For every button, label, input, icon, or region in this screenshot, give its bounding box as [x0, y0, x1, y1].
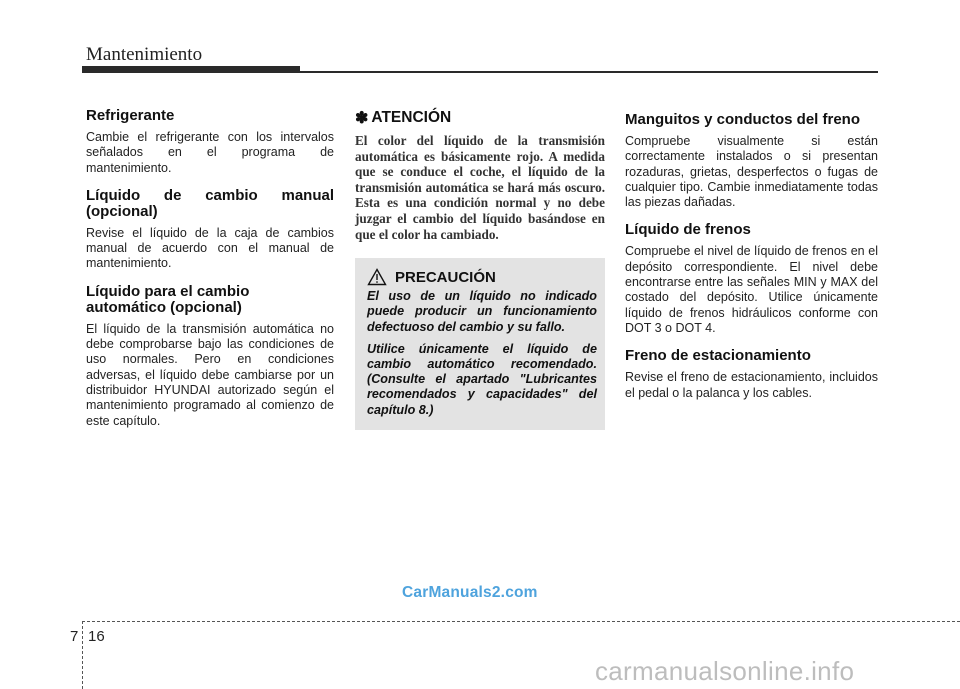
section-body-automatic-fluid: El líquido de la transmisión automática no debe comprobarse bajo las condiciones de uso normales. Pero en condiciones adversas, el líquido debe cambiarse por un distribuidor HYUNDAI autorizado según el mantenimiento programado al comienzo de este capítulo.: [86, 321, 334, 428]
footer-rule: [82, 621, 960, 622]
section-title-automatic-fluid: Líquido para el cambio: [86, 282, 250, 300]
chapter-number: 7: [70, 628, 79, 645]
section-body-manual-fluid: Revise el líquido de la caja de cambios manual de acuerdo con el manual de mantenimiento.: [86, 225, 334, 271]
section-body-parking-brake: Revise el freno de estacionamiento, incluidos el pedal o la palanca y los cables.: [625, 370, 878, 400]
section-body-brake-hoses: Compruebe visualmente si están correctamente instalados o si presentan rozaduras, grietas, desperfectos o fugas de cualquier tipo. Cambie inmediatamente todas las piezas dañadas.: [625, 134, 878, 210]
page-header-title: Mantenimiento: [86, 44, 203, 65]
watermark-link[interactable]: CarManuals2.com: [402, 584, 538, 601]
attention-body: El color del líquido de la transmisión automática es básicamente rojo. A medida que se conduce el coche, el líquido de la transmisión automática se hará más oscuro. Esta es una condición normal y no debe juzgar el cambio del líquido basándose en que el color ha cambiado.: [355, 133, 605, 242]
caution-paragraph-2: Utilice únicamente el líquido de cambio automático recomendado. (Consulte el apartado "Lubricantes recomendados y capacidades" del capítulo 8.): [367, 341, 597, 417]
header-bar: [82, 66, 300, 73]
caution-heading: [367, 268, 597, 286]
caution-title: PRECAUCIÓN: [395, 268, 496, 286]
page-number: 16: [88, 628, 105, 645]
warning-triangle-icon: [367, 268, 387, 286]
section-title-brake-hoses: Manguitos y conductos del freno: [625, 111, 861, 128]
section-title-parking-brake: Freno de estacionamiento: [625, 347, 811, 365]
section-body-refrigerante: Cambie el refrigerante con los intervalos señalados en el programa de mantenimiento.: [86, 130, 334, 175]
column-middle: [355, 108, 605, 430]
section-title-manual-fluid-sub: (opcional): [86, 202, 158, 220]
footer-vertical-rule: [82, 621, 83, 689]
column-right: [625, 108, 878, 413]
footer-watermark: carmanualsonline.info: [595, 656, 855, 686]
section-title-refrigerante: Refrigerante: [86, 107, 175, 124]
section-title-manual-fluid: Líquido de cambio manual: [86, 186, 334, 204]
section-title-brake-fluid: Líquido de frenos: [625, 221, 751, 239]
attention-heading: [355, 108, 605, 128]
attention-icon: ✽: [355, 110, 369, 127]
section-title-automatic-fluid-sub: automático (opcional): [86, 298, 242, 316]
section-body-brake-fluid: Compruebe el nivel de líquido de frenos en el depósito correspondiente. El nivel debe encontrarse entre las señales MIN y MAX del costado del depósito. Utilice únicamente líquido de frenos hidráulicos conforme con DOT 3 o DOT 4.: [625, 244, 878, 335]
header-rule: [300, 71, 878, 73]
caution-paragraph-1: El uso de un líquido no indicado puede producir un funcionamiento defectuoso del cambio y su fallo.: [367, 289, 597, 334]
column-left: [86, 108, 334, 441]
attention-title: ATENCIÓN: [371, 109, 452, 126]
caution-box: [355, 258, 605, 430]
